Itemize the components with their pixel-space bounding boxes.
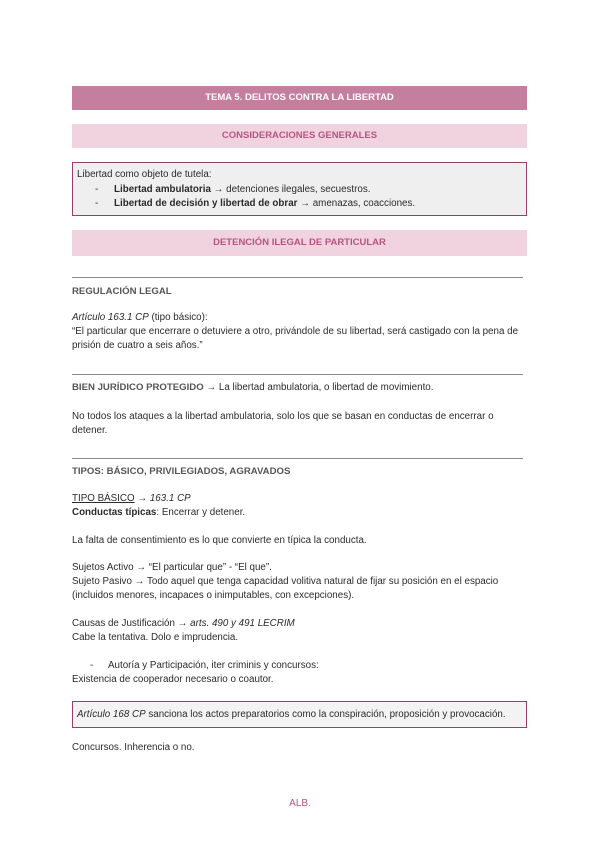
tipos-heading: TIPOS: BÁSICO, PRIVILEGIADOS, AGRAVADOS xyxy=(72,466,291,477)
causas-line: Causas de Justificación → arts. 490 y 491 LECRIM xyxy=(72,618,295,629)
tutela-item-1: Libertad ambulatoria → detenciones ilegales, secuestros. xyxy=(114,184,371,195)
sujeto-pasivo-line1: Sujeto Pasivo → Todo aquel que tenga capacidad volitiva natural de fijar su posición en el espacio xyxy=(72,576,499,587)
regulacion-heading: REGULACIÓN LEGAL xyxy=(72,286,172,297)
cooperador-line: Existencia de cooperador necesario o coautor. xyxy=(72,674,274,685)
tipo-basico-line: TIPO BÁSICO → 163.1 CP xyxy=(72,493,191,504)
tentativa-line: Cabe la tentativa. Dolo e imprudencia. xyxy=(72,632,239,643)
bullet-dash: - xyxy=(90,660,94,671)
bien-juridico-line: BIEN JURÍDICO PROTEGIDO → La libertad ambulatoria, o libertad de movimiento. xyxy=(72,382,434,393)
art168-text: Artículo 168 CP sanciona los actos preparatorios como la conspiración, proposición y provocación. xyxy=(77,709,506,720)
divider xyxy=(72,277,523,278)
bullet-dash: - xyxy=(95,198,99,209)
consentimiento-line: La falta de consentimiento es lo que convierte en típica la conducta. xyxy=(72,535,367,546)
bien-juridico-para-line1: No todos los ataques a la libertad ambulatoria, solo los que se basan en conductas de encerrar o xyxy=(72,411,494,422)
sujeto-activo-line: Sujetos Activo → “El particular que” - “El que”. xyxy=(72,562,272,573)
page-title: TEMA 5. DELITOS CONTRA LA LIBERTAD xyxy=(72,86,527,110)
section-consideraciones: CONSIDERACIONES GENERALES xyxy=(72,124,527,148)
section-detencion: DETENCIÓN ILEGAL DE PARTICULAR xyxy=(72,230,527,256)
divider xyxy=(72,374,523,375)
article-quote-line1: “El particular que encerrare o detuviere a otro, privándole de su libertad, será castigado con la pena de xyxy=(72,326,519,337)
concursos-line: Concursos. Inherencia o no. xyxy=(72,742,195,753)
footer-initials: ALB. xyxy=(289,798,311,809)
tutela-box xyxy=(72,162,527,216)
sujeto-pasivo-line2: (incluidos menores, incapaces o inimputables, con excepciones). xyxy=(72,590,355,601)
article-163-ref: Artículo 163.1 CP (tipo básico): xyxy=(72,312,208,323)
autoria-item: Autoría y Participación, iter criminis y concursos: xyxy=(108,660,319,671)
art168-box xyxy=(72,701,527,728)
article-quote-line2: prisión de cuatro a seis años.” xyxy=(72,340,203,351)
conductas-line: Conductas típicas: Encerrar y detener. xyxy=(72,507,246,518)
divider xyxy=(72,458,523,459)
tutela-intro: Libertad como objeto de tutela: xyxy=(77,169,212,180)
bien-juridico-para-line2: detener. xyxy=(72,425,108,436)
tutela-item-2: Libertad de decisión y libertad de obrar → amenazas, coacciones. xyxy=(114,198,416,209)
bullet-dash: - xyxy=(95,184,99,195)
